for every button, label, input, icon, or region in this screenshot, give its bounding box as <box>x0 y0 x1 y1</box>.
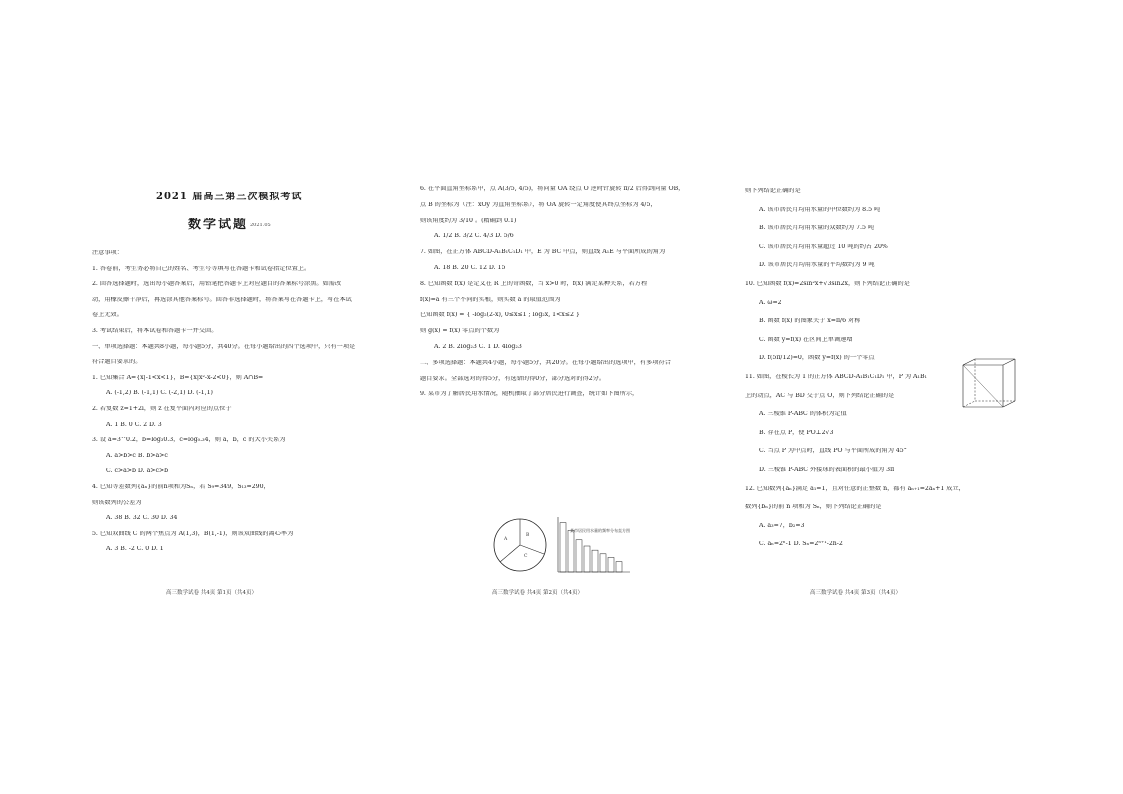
text-line: 则 g(x) = f(x) 零点的个数为 <box>420 328 500 335</box>
text-line: 二、多项选择题：本题共4小题，每小题5分，共20分。在每小题给出的选项中，有多项符合 <box>420 359 671 366</box>
pie-divider-3 <box>500 545 520 562</box>
text-line: 10. 已知函数 f(x)=2sin²x+√3sin2x，则下列结论正确的是 <box>745 281 910 287</box>
text-line: 一、单项选择题：本题共8小题，每小题5分，共40分。在每小题给出的四个选项中，只有一项是 <box>92 343 356 350</box>
footer-page-2: 高三数学试卷 共4页 第2页（共4页） <box>492 590 583 596</box>
text-line: D. 三棱锥 P-ABC 外接球的表面积的最小值为 3π <box>759 467 895 473</box>
text-line: C. 当点 P 为中点时，直线 PO 与平面所成的角为 45° <box>759 448 907 455</box>
text-line: 已知函数 f(x) = { -log₂(2-x), 0≤x≤1 ; log₂x, 1<x≤2 } <box>420 312 580 319</box>
text-line: 11. 如图，在棱长为 1 的正方体 ABCD-A₁B₁C₁D₁ 中，P 为 A₁B₁ <box>745 374 927 380</box>
histogram-bar <box>584 546 590 572</box>
text-line: 注意事项： <box>92 250 123 256</box>
exam-date: 2021.05 <box>250 223 271 228</box>
text-line: C. aₙ=2ⁿ-1 D. Sₙ=2ⁿ⁺¹-2n-2 <box>759 541 843 548</box>
text-line: 题目要求。全部选对的得5分，有选错的得0分，部分选对的得2分。 <box>420 375 606 382</box>
text-line: 3. 考试结束后，将本试卷和答题卡一并交回。 <box>92 328 218 334</box>
exam-subject: 数学试题 <box>188 218 249 231</box>
text-line: B. 函数 f(x) 的图象关于 x=π/6 对称 <box>759 318 861 325</box>
histogram-bar <box>600 554 606 572</box>
text-line: 卷上无效。 <box>92 312 123 319</box>
cube-edge-5 <box>1003 401 1015 407</box>
text-line: 则下列结论正确的是 <box>745 188 801 194</box>
exam-title: 2021 届高三第三次模拟考试 <box>156 192 303 202</box>
text-line: 符合题目要求的。 <box>92 359 142 366</box>
text-line: A. 3 B. -2 C. 0 D. 1 <box>106 546 164 553</box>
text-line: 9. 某市为了解居民用水情况，随机抽取了部分居民进行调查，统计如下图所示， <box>420 391 639 398</box>
text-line: 1. 答卷前，考生务必将自己的姓名、考生号等填写在答题卡和试卷指定位置上。 <box>92 265 311 272</box>
histogram-bar <box>592 550 598 572</box>
text-line: A. a>b>c B. b>a>c <box>106 452 168 459</box>
histogram-bar <box>616 562 622 572</box>
text-line: A. ω=2 <box>759 299 782 306</box>
footer-page-3: 高三数学试卷 共4页 第3页（共4页） <box>810 590 901 596</box>
text-line: 2. 回答选择题时，选出每小题答案后，用铅笔把答题卡上对应题目的答案标号涂黑。如需改 <box>92 281 342 288</box>
cube-hidden-edge-3 <box>963 401 975 407</box>
histogram-bar <box>576 540 582 572</box>
statistics-figure <box>490 512 640 582</box>
pie-label-2: B <box>526 533 530 538</box>
histogram-bar <box>608 557 614 572</box>
text-line: 动，用橡皮擦干净后，再选涂其他答案标号。回答非选择题时，将答案写在答题卡上，写在本试 <box>92 296 352 303</box>
text-line: 则该数列的公差为 <box>92 499 142 506</box>
text-line: B. 该市居民月均用水量的众数约为 7.5 吨 <box>759 225 875 232</box>
text-line: A. 38 B. 32 C. 30 D. 34 <box>106 515 178 522</box>
pie-label-1: A <box>504 537 508 542</box>
cube-figure <box>955 355 1025 415</box>
text-line: C. 该市居民月均用水量超过 10 吨的约占 20% <box>759 243 888 250</box>
text-line: 2. 若复数 z=1+2i，则 z 在复平面内对应的点位于 <box>92 406 232 412</box>
footer-page-1: 高三数学试卷 共4页 第1页（共4页） <box>166 590 257 596</box>
text-line: 8. 已知函数 f(x) 是定义在 R 上的奇函数，当 x>0 时，f(x) 满足某种关系，若方程 <box>420 280 648 287</box>
text-line: 4. 已知等差数列{aₙ}的前n项和为Sₙ，若 S₉=349，S₁₃=290， <box>92 484 270 490</box>
text-line: A. 2 B. 2log₂3 C. 1 D. 4log₂3 <box>434 344 522 350</box>
text-line: 1. 已知集合 A={x|-1<x<1}，B={x|x²-x-2<0}，则 A∩B= <box>92 374 264 381</box>
histogram-bar <box>568 530 574 572</box>
text-line: A. 1/2 B. 3/2 C. 4/3 D. 5/6 <box>434 233 514 240</box>
text-line: C. c>a>b D. a>c>b <box>106 468 169 475</box>
text-line: 则该角度约为 3/10 。(精确到 0.1) <box>420 217 517 224</box>
histogram-bar <box>560 523 566 572</box>
text-line: 6. 在平面直角坐标系中，点 A(3/5, 4/5)，将向量 OA 绕点 O 逆时针旋转 π/2 后得到向量 OB， <box>420 186 685 192</box>
text-line: B. 存在点 P，使 PO⊥2√3 <box>759 429 834 436</box>
cube-top-face <box>963 359 1015 365</box>
text-line: 12. 已知数列{aₙ}满足 a₁=1，且对任意的正整数 n，都有 aₙ₊₁=2aₙ+1 成立， <box>745 485 965 492</box>
pie-label-3: C <box>524 554 528 559</box>
text-line: 3. 设 a=3^0.2，b=log₃0.3，c=log₀.₃4，则 a，b，c 的大小关系为 <box>92 437 286 444</box>
text-line: A. 三棱锥 P-ABC 的体积为定值 <box>759 411 847 418</box>
text-line: 点 B 的坐标为（注：xOy 为直角坐标系），将 OA 旋转一定角度使其终点坐标为 4/5， <box>420 201 657 208</box>
text-line: 5. 已知双曲线 C 的两个焦点为 A(1,3)，B(1,-1)，则该双曲线的离心率为 <box>92 530 294 537</box>
text-line: 上的动点，AC 与 BD 交于点 O，则下列结论正确的是 <box>745 392 895 399</box>
text-line: A. a₃=7，b₂=3 <box>759 522 805 529</box>
text-line: D. 该市居民月均用水量的平均数约为 9 吨 <box>759 262 875 269</box>
text-line: A. 1 B. 0 C. 2 D. 3 <box>106 421 162 428</box>
pie-divider-2 <box>520 545 544 554</box>
text-line: D. f(5π/12)=0，函数 y=f(x) 的一个零点 <box>759 355 875 362</box>
text-line: A. (-1,2) B. (-1,1) C. (-2,1) D. (-1,1) <box>106 390 213 397</box>
text-line: f(x)=a 有三个不同的实根，则实数 a 的取值范围为 <box>420 296 561 303</box>
text-line: A. 18 B. 20 C. 12 D. 15 <box>434 265 506 271</box>
bar-chart-label: 某市居民用水量的频率分布直方图 <box>570 528 630 533</box>
cube-diagonal <box>963 365 1003 407</box>
text-line: 7. 如图，在正方体 ABCD-A₁B₁C₁D₁ 中，E 为 BC 中点，则直线 A₁E 与平面所成的角为 <box>420 249 666 256</box>
text-line: A. 该市居民月均用水量的中位数约为 8.5 吨 <box>759 206 881 213</box>
text-line: 数列{bₙ}的前 n 项和为 Sₙ，则下列结论正确的是 <box>745 504 882 511</box>
text-line: C. 函数 y=f(x) 在区间上单调递增 <box>759 336 853 343</box>
